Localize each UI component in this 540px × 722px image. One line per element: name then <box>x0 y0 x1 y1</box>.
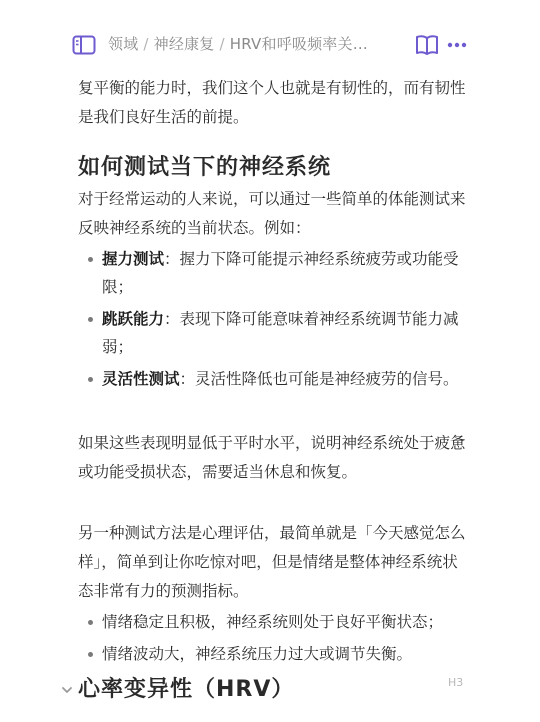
list-item <box>78 245 468 301</box>
intro-paragraph: 复平衡的能力时，我们这个人也就是有韧性的，而有韧性是我们良好生活的前提。 <box>78 79 466 126</box>
list-item: 情绪波动大，神经系统压力过大或调节失衡。 <box>78 640 468 668</box>
chevron-down-icon[interactable] <box>60 684 74 696</box>
fatigue-paragraph: 如果这些表现明显低于平时水平，说明神经系统处于疲惫或功能受损状态，需要适当休息和恢复。 <box>78 434 466 481</box>
mood-list <box>78 608 468 668</box>
heading-level-tag: H3 <box>448 676 464 689</box>
section-heading-hrv: 心率变异性（HRV） <box>78 677 295 702</box>
test-intro-paragraph: 对于经常运动的人来说，可以通过一些简单的体能测试来反映神经系统的当前状态。例如： <box>78 190 466 237</box>
breadcrumb-item-domain[interactable]: 领域 <box>108 35 139 53</box>
breadcrumb <box>108 33 368 54</box>
document-body <box>78 74 468 672</box>
list-item-text: ：灵活性降低也可能是神经疲劳的信号。 <box>179 370 459 388</box>
list-item-text: ：握力下降可能提示神经系统疲劳或功能受限； <box>102 250 459 296</box>
book-open-icon[interactable] <box>415 34 439 56</box>
physical-test-list <box>78 245 468 393</box>
breadcrumb-item-neuro-rehab[interactable]: 神经康复 <box>153 35 215 53</box>
breadcrumb-separator: / <box>219 35 225 53</box>
section-heading-row-hrv <box>60 672 470 708</box>
more-dots-icon[interactable] <box>447 38 467 52</box>
list-item-label: 握力测试 <box>102 250 165 268</box>
sidebar-toggle-icon[interactable] <box>72 35 96 55</box>
list-item-label: 灵活性测试 <box>102 370 180 388</box>
list-item <box>78 305 468 361</box>
list-item-text: ：表现下降可能意味着神经系统调节能力减弱； <box>102 310 459 356</box>
list-item <box>78 365 468 393</box>
list-item-label: 跳跃能力 <box>102 310 165 328</box>
section-heading-test-nervous-system: 如何测试当下的神经系统 <box>78 155 332 180</box>
psychological-test-paragraph: 另一种测试方法是心理评估，最简单就是「今天感觉怎么样」，简单到让你吃惊对吧，但是情绪是整体神经系统状态非常有力的预测指标。 <box>78 524 466 600</box>
list-item: 情绪稳定且积极，神经系统则处于良好平衡状态； <box>78 608 468 636</box>
breadcrumb-separator: / <box>143 35 149 53</box>
breadcrumb-item-current-page[interactable]: HRV和呼吸频率关… <box>229 35 368 53</box>
